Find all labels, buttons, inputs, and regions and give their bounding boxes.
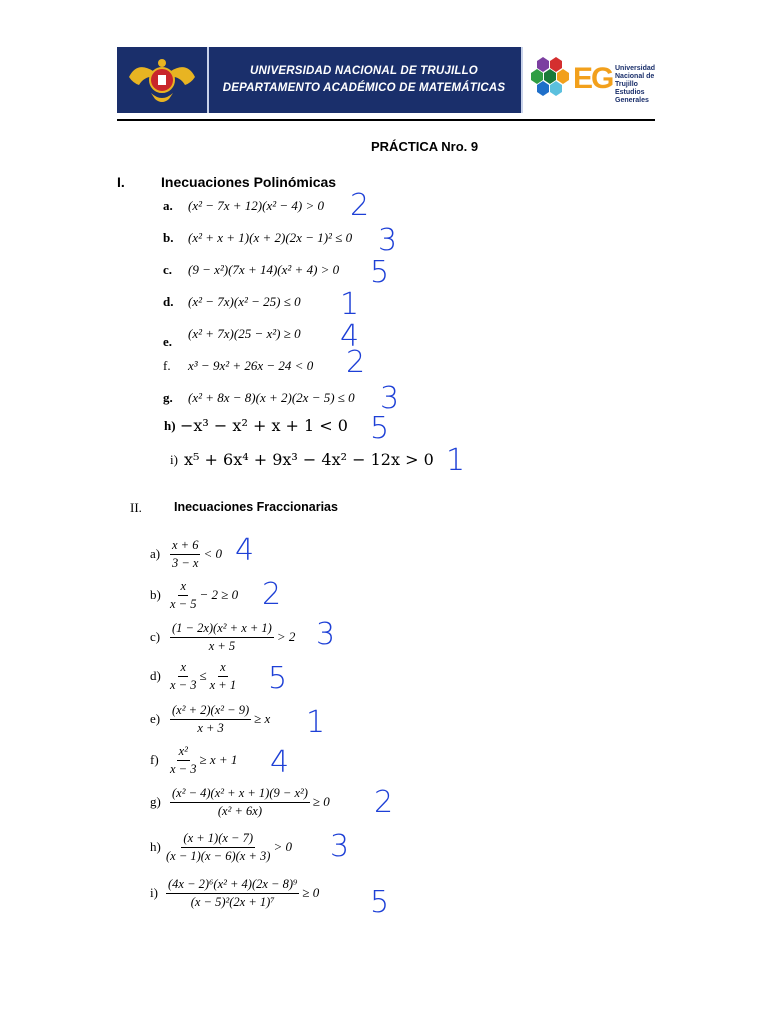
section2-item-label: i) — [150, 885, 158, 900]
section1-item-label: b. — [163, 230, 174, 245]
department-name: DEPARTAMENTO ACADÉMICO DE MATEMÁTICAS — [222, 82, 506, 94]
fraction-numerator: x — [178, 578, 188, 596]
handwritten-mark: 2 — [262, 577, 282, 612]
handwritten-mark: 5 — [268, 661, 288, 696]
relation-tail: − 2 ≥ 0 — [199, 587, 239, 602]
header-rule — [117, 119, 655, 121]
eg-caption: Universidad Nacional de Trujillo Estudios Generales — [615, 65, 656, 104]
fraction-denominator: (x² + 6x) — [217, 804, 262, 818]
section2-title: Inecuaciones Fraccionarias — [174, 500, 338, 514]
fraction-numerator: x — [178, 659, 188, 677]
section1-item-expression: (x² − 7x + 12)(x² − 4) > 0 — [188, 198, 325, 213]
section1-title: Inecuaciones Polinómicas — [161, 174, 337, 190]
fraction-numerator: (x² − 4)(x² + x + 1)(9 − x²) — [170, 785, 310, 803]
section1-item-expression: (x² + 8x − 8)(x + 2)(2x − 5) ≤ 0 — [188, 390, 355, 405]
university-emblem — [117, 47, 209, 113]
section1-item-label: a. — [163, 198, 173, 213]
fraction-numerator: x² — [177, 743, 190, 761]
handwritten-mark: 1 — [446, 443, 466, 478]
section1-item-expression: (x² − 7x)(x² − 25) ≤ 0 — [188, 294, 301, 309]
fraction-denominator: x − 3 — [170, 762, 197, 776]
fraction — [166, 830, 270, 865]
fraction-denominator: x − 3 — [170, 678, 197, 692]
fraction — [170, 702, 251, 737]
handwritten-mark: 3 — [316, 617, 336, 652]
section2-item-label: a) — [150, 546, 161, 561]
relation-tail: < 0 — [203, 546, 223, 561]
handwritten-mark: 4 — [270, 745, 290, 780]
fraction — [170, 743, 196, 778]
fraction-numerator: (x + 1)(x − 7) — [181, 830, 255, 848]
handwritten-mark: 3 — [380, 381, 400, 416]
section2-item-label: h) — [150, 839, 161, 854]
fraction-denominator: x − 5 — [170, 597, 197, 611]
fraction — [170, 620, 274, 655]
section1-item-label: i) — [170, 452, 178, 467]
fraction — [170, 537, 200, 572]
section1-item-expression: (x² + 7x)(25 − x²) ≥ 0 — [188, 326, 301, 341]
fraction-numerator: (1 − 2x)(x² + x + 1) — [170, 620, 274, 638]
handwritten-mark: 3 — [330, 829, 350, 864]
section2-item-label: b) — [150, 587, 161, 602]
header-text — [209, 47, 519, 113]
fraction — [170, 578, 196, 613]
relation-symbol: ≤ — [199, 668, 207, 683]
relation-tail: > 0 — [273, 839, 292, 854]
handwritten-mark: 4 — [340, 319, 360, 354]
handwritten-mark: 5 — [370, 411, 390, 446]
fraction-denominator: (x − 5)²(2x + 1)⁷ — [190, 895, 275, 909]
eagle-emblem-icon — [117, 47, 207, 113]
fraction-denominator: 3 − x — [172, 556, 199, 570]
handwritten-mark: 3 — [378, 223, 398, 258]
section2-item-label: c) — [150, 629, 161, 644]
section2-number: II. — [130, 500, 142, 515]
fraction — [210, 659, 236, 694]
section2-item-label: f) — [150, 752, 159, 767]
page-title: PRÁCTICA Nro. 9 — [371, 139, 479, 154]
relation-tail: ≥ x — [254, 711, 271, 726]
relation-tail: ≥ x + 1 — [199, 752, 238, 767]
section1-item-expression: x⁵ + 6x⁴ + 9x³ − 4x² − 12x > 0 — [184, 450, 434, 469]
eg-logo — [521, 47, 657, 113]
section1-item-label: e. — [163, 334, 173, 349]
relation-tail: > 2 — [276, 629, 296, 644]
section1-item-label: d. — [163, 294, 174, 309]
university-name: UNIVERSIDAD NACIONAL DE TRUJILLO — [250, 65, 478, 77]
section2-item-label: e) — [150, 711, 161, 726]
handwritten-mark: 1 — [340, 287, 360, 322]
hexagon-cluster-icon — [523, 47, 573, 113]
handwritten-mark: 5 — [370, 885, 390, 920]
relation-tail: ≥ 0 — [312, 794, 330, 809]
fraction-numerator: (x² + 2)(x² − 9) — [170, 702, 251, 720]
handwritten-mark: 1 — [306, 705, 326, 740]
handwritten-mark: 2 — [346, 345, 366, 380]
handwritten-mark: 5 — [370, 255, 390, 290]
handwritten-mark: 4 — [235, 533, 255, 568]
fraction — [170, 659, 196, 694]
fraction — [170, 785, 310, 820]
section1-item-expression: (x² + x + 1)(x + 2)(2x − 1)² ≤ 0 — [188, 230, 353, 245]
relation-tail: ≥ 0 — [302, 885, 320, 900]
fraction-denominator: (x − 1)(x − 6)(x + 3) — [166, 849, 271, 863]
section1-item-label: h) — [164, 418, 176, 433]
fraction-numerator: x — [218, 659, 228, 677]
fraction-denominator: x + 3 — [197, 721, 224, 735]
section1-item-expression: (9 − x²)(7x + 14)(x² + 4) > 0 — [188, 262, 340, 277]
fraction — [166, 876, 299, 911]
fraction-numerator: x + 6 — [170, 537, 200, 555]
section1-item-label: f. — [163, 358, 171, 373]
section2-item-label: g) — [150, 794, 161, 809]
section1-item-label: g. — [163, 390, 173, 405]
section1-item-expression: x³ − 9x² + 26x − 24 < 0 — [188, 358, 314, 373]
fraction-numerator: (4x − 2)⁶(x² + 4)(2x − 8)⁹ — [166, 876, 299, 894]
fraction-denominator: x + 5 — [208, 639, 236, 653]
header-banner — [117, 47, 655, 113]
fraction-denominator: x + 1 — [209, 678, 237, 692]
section1-number: I. — [117, 174, 125, 190]
eg-letters: EG — [573, 62, 613, 95]
handwritten-mark: 2 — [374, 785, 394, 820]
section2-item-label: d) — [150, 668, 161, 683]
section1-item-expression: −x³ − x² + x + 1 < 0 — [180, 416, 348, 435]
section1-item-label: c. — [163, 262, 173, 277]
handwritten-mark: 2 — [350, 188, 370, 223]
